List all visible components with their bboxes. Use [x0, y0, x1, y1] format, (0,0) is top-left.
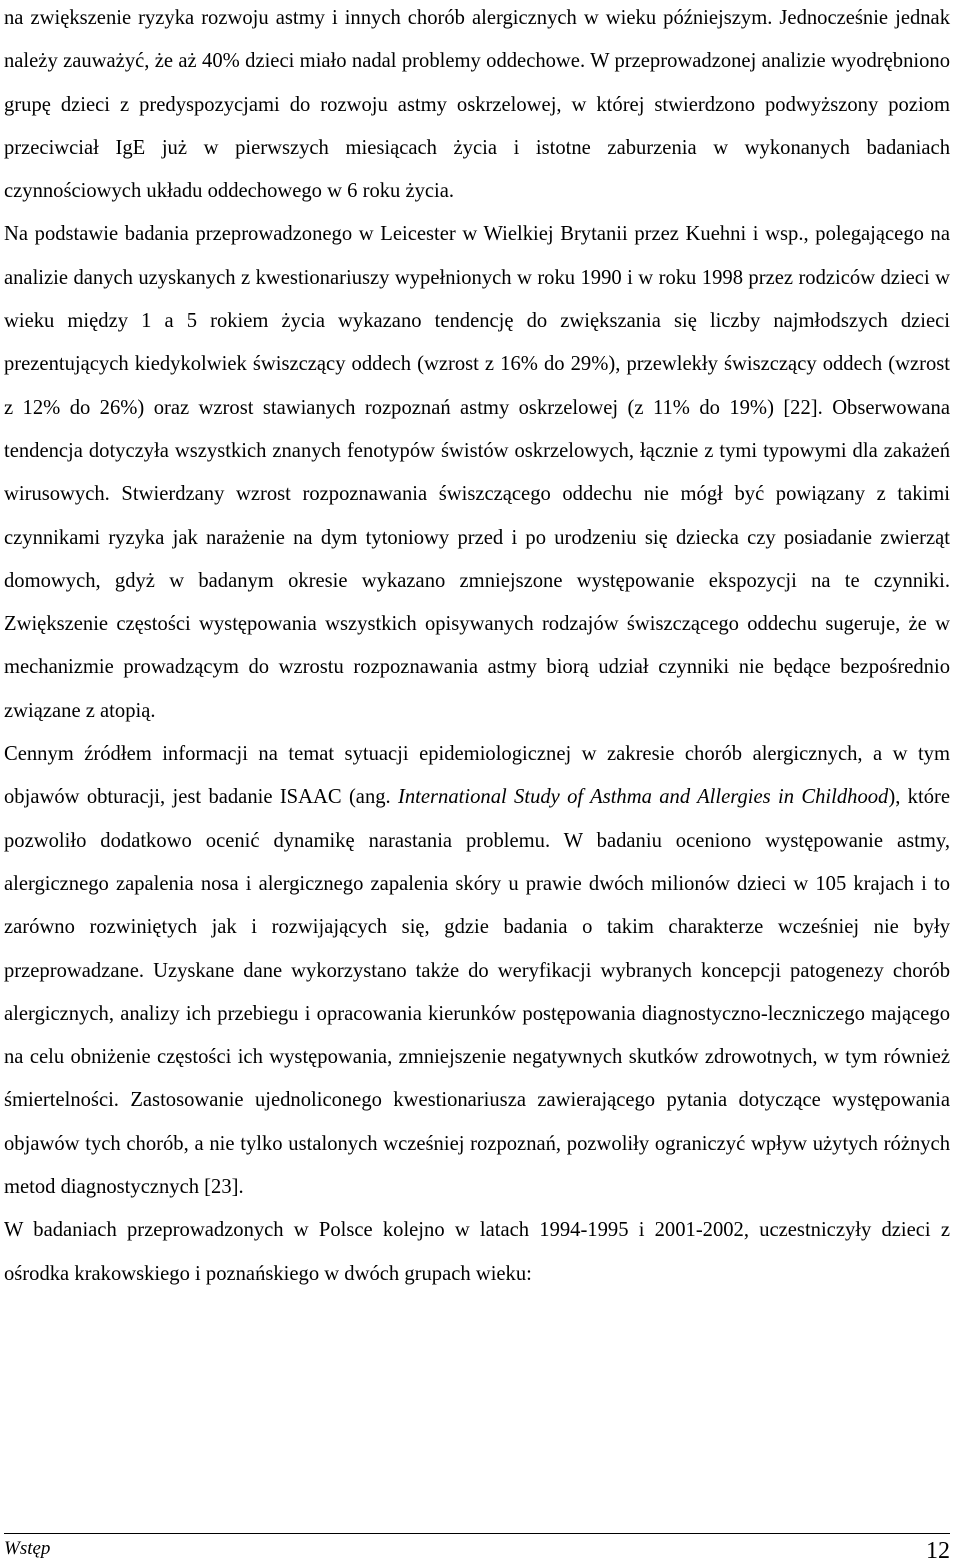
paragraph	[4, 733, 950, 1209]
document-body	[4, 0, 950, 1296]
paragraph-text: ), które pozwoliło dodatkowo ocenić dynamikę narastania problemu. W badaniu oceniono występowanie astmy, alergicznego zapalenia nosa i alergicznego zapalenia skóry u prawie dwóch milionów dzieci w 105 krajach i to zarówno rozwiniętych jak i rozwijających się, gdzie badania o takim charakterze wcześniej nie były przeprowadzane. Uzyskane dane wykorzystano także do weryfikacji wybranych koncepcji patogenezy chorób alergicznych, analizy ich przebiegu i opracowania kierunków postępowania diagnostyczno-leczniczego mającego na celu obniżenie częstości ich występowania, zmniejszenie negatywnych skutków zdrowotnych, w tym również śmiertelności. Zastosowanie ujednoliconego kwestionariusza zawierającego pytania dotyczące występowania objawów tych chorób, a nie tylko ustalonych wcześniej rozpoznań, pozwoliły ograniczyć wpływ użytych różnych metod diagnostycznych [23].	[4, 786, 951, 1199]
paragraph: na zwiększenie ryzyka rozwoju astmy i innych chorób alergicznych w wieku późniejszym. Jednocześnie jednak należy zauważyć, że aż 40% dzieci miało nadal problemy oddechowe. W przeprowadzonej analizie wyodrębniono grupę dzieci z predyspozycjami do rozwoju astmy oskrzelowej, w której stwierdzono podwyższony poziom przeciwciał IgE już w pierwszych miesiącach życia i istotne zaburzenia w wykonanych badaniach czynnościowych układu oddechowego w 6 roku życia.	[4, 7, 950, 203]
page-number: 12	[926, 1538, 950, 1564]
paragraph: W badaniach przeprowadzonych w Polsce kolejno w latach 1994-1995 i 2001-2002, uczestniczyły dzieci z ośrodka krakowskiego i poznańskiego w dwóch grupach wieku:	[4, 1219, 950, 1285]
footer-section-title: Wstęp	[4, 1538, 51, 1559]
paragraph-text: Cennym źródłem informacji na temat sytuacji epidemiologicznej w zakresie chorób alergicznych, a w tym objawów obturacji, jest badanie ISAAC (ang.	[4, 743, 950, 809]
paragraph-italic-text: International Study of Asthma and Allergies in Childhood	[398, 786, 889, 809]
paragraph: Na podstawie badania przeprowadzonego w Leicester w Wielkiej Brytanii przez Kuehni i wsp., polegającego na analizie danych uzyskanych z kwestionariuszy wypełnionych w roku 1990 i w roku 1998 przez rodziców dzieci w wieku między 1 a 5 rokiem życia wykazano tendencję do zwiększania się liczby najmłodszych dzieci prezentujących kiedykolwiek świszczący oddech (wzrost z 16% do 29%), przewlekły świszczący oddech (wzrost z 12% do 26%) oraz wzrost stawianych rozpoznań astmy oskrzelowej (z 11% do 19%) [22]. Obserwowana tendencja dotyczyła wszystkich znanych fenotypów świstów oskrzelowych, łącznie z tymi typowymi dla zakażeń wirusowych. Stwierdzany wzrost rozpoznawania świszczącego oddechu nie mógł być powiązany z takimi czynnikami ryzyka jak narażenie na dym tytoniowy przed i po urodzeniu się dziecka czy posiadanie zwierząt domowych, gdyż w badanym okresie wykazano zmniejszone występowanie ekspozycji na te czynniki. Zwiększenie częstości występowania wszystkich opisywanych rodzajów świszczącego oddechu sugeruje, że w mechanizmie prowadzącym do wzrostu rozpoznawania astmy biorą udział czynniki nie będące bezpośrednio związane z atopią.	[4, 223, 950, 722]
footer-divider	[4, 1533, 950, 1534]
